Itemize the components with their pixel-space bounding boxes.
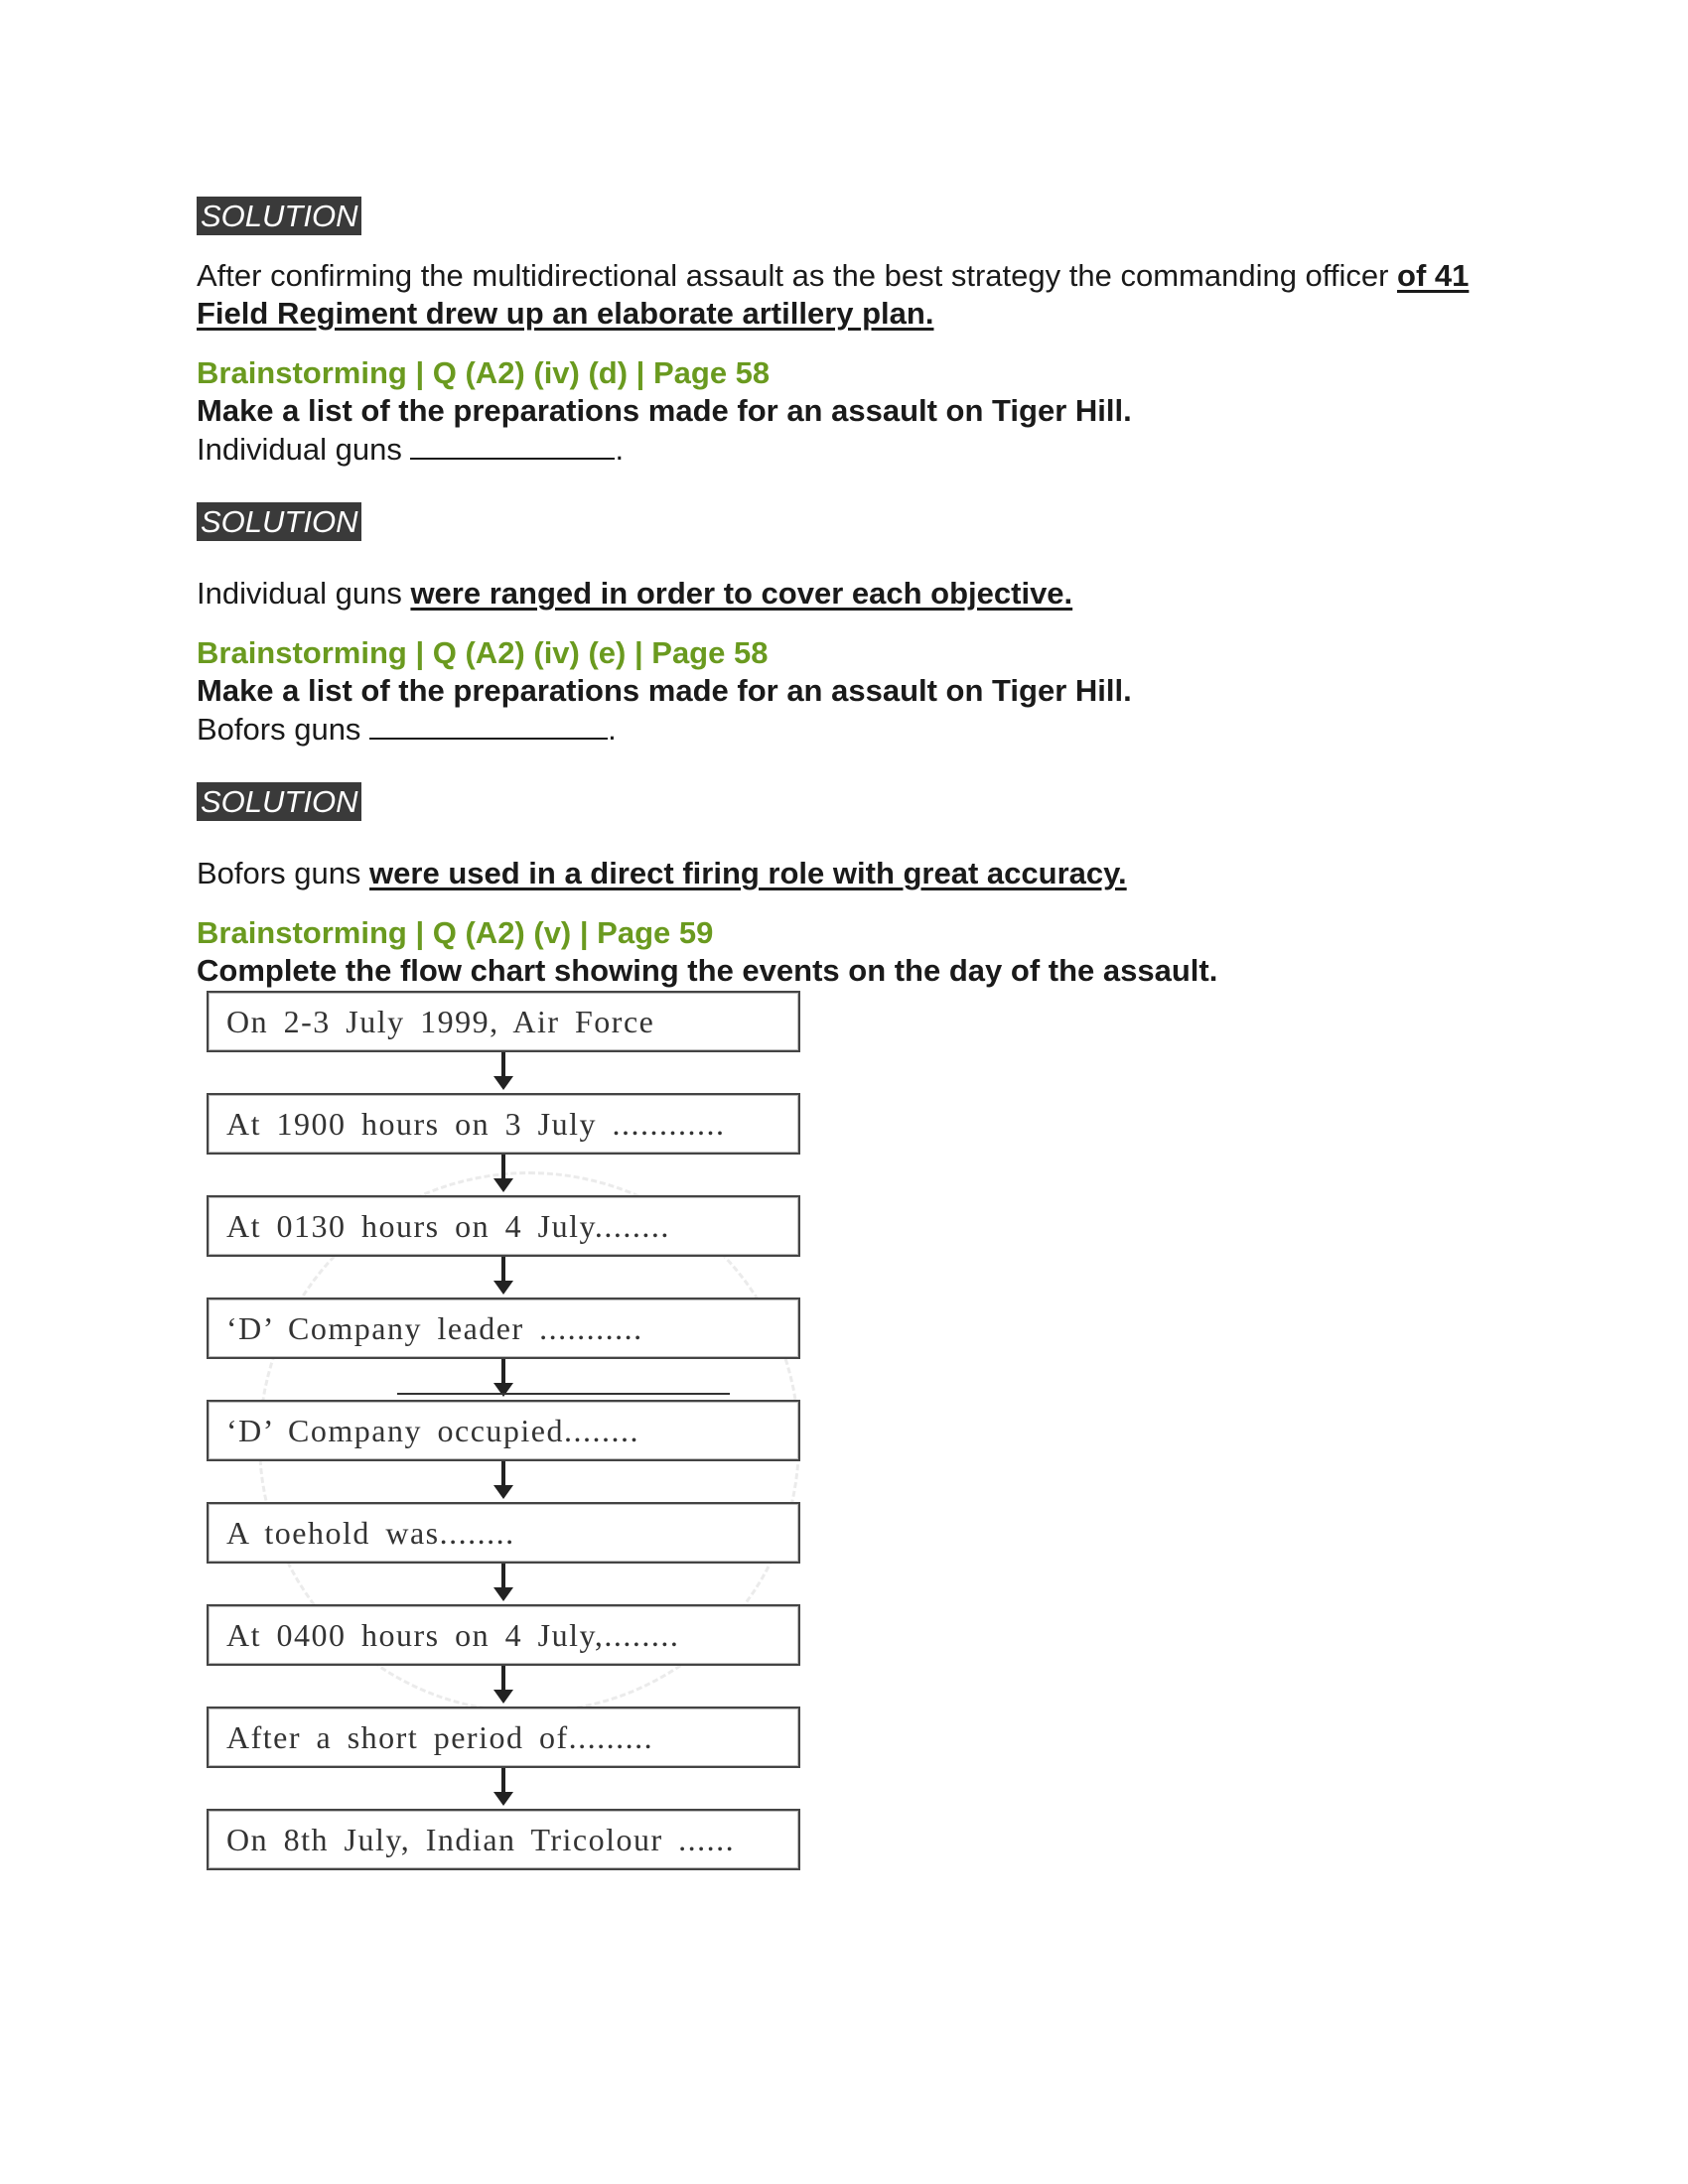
flow-box bbox=[207, 1809, 800, 1870]
prompt-end: . bbox=[615, 432, 625, 467]
flow-box bbox=[207, 1093, 800, 1155]
flow-box bbox=[207, 1604, 800, 1666]
flow-box-text: ‘D’ Company leader ........... bbox=[226, 1309, 643, 1346]
down-arrow-icon bbox=[207, 1155, 800, 1195]
flow-box bbox=[207, 1502, 800, 1564]
down-arrow-icon bbox=[207, 1461, 800, 1502]
solution-answer: were used in a direct firing role with great accuracy. bbox=[369, 856, 1127, 890]
solution-label: SOLUTION bbox=[197, 782, 361, 821]
down-arrow-icon bbox=[207, 1257, 800, 1297]
solution-text bbox=[197, 575, 1487, 613]
question-prompt bbox=[197, 710, 1487, 749]
divider-line bbox=[397, 1393, 730, 1395]
flow-chart bbox=[207, 991, 804, 1870]
solution-label: SOLUTION bbox=[197, 502, 361, 541]
flow-box-text: A toehold was........ bbox=[226, 1514, 515, 1551]
flow-box-text: ‘D’ Company occupied........ bbox=[226, 1412, 639, 1448]
solution-text-plain: Bofors guns bbox=[197, 856, 370, 890]
question-text: Make a list of the preparations made for an assault on Tiger Hill. bbox=[197, 393, 1132, 428]
question-heading: Brainstorming | Q (A2) (v) | Page 59 bbox=[197, 915, 714, 950]
question-prompt bbox=[197, 430, 1487, 469]
down-arrow-icon bbox=[207, 1564, 800, 1604]
question-text: Make a list of the preparations made for an assault on Tiger Hill. bbox=[197, 673, 1132, 708]
flow-box bbox=[207, 1297, 800, 1359]
question-heading: Brainstorming | Q (A2) (iv) (d) | Page 58 bbox=[197, 355, 771, 390]
flow-box bbox=[207, 1400, 800, 1461]
solution-text-plain: Individual guns bbox=[197, 576, 411, 611]
prompt-text: Individual guns bbox=[197, 432, 402, 467]
down-arrow-icon bbox=[207, 1052, 800, 1093]
prompt-end: . bbox=[608, 712, 617, 747]
question-heading: Brainstorming | Q (A2) (iv) (e) | Page 58 bbox=[197, 635, 769, 670]
solution-text bbox=[197, 855, 1487, 892]
question-text: Complete the flow chart showing the events on the day of the assault. bbox=[197, 953, 1218, 988]
document-page bbox=[197, 197, 1487, 990]
solution-text bbox=[197, 257, 1487, 333]
flow-box bbox=[207, 1195, 800, 1257]
down-arrow-icon bbox=[207, 1768, 800, 1809]
flow-box-text: At 1900 hours on 3 July ............ bbox=[226, 1105, 726, 1142]
flow-box bbox=[207, 1706, 800, 1768]
flow-box-text: At 0130 hours on 4 July........ bbox=[226, 1207, 670, 1244]
flow-box-text: At 0400 hours on 4 July,........ bbox=[226, 1616, 680, 1653]
answer-blank bbox=[369, 710, 608, 740]
answer-blank bbox=[410, 430, 615, 460]
down-arrow-icon bbox=[207, 1666, 800, 1706]
solution-answer: of 41 Field Regiment drew up an elaborate artillery plan. bbox=[197, 258, 1470, 331]
flow-box-text: On 2-3 July 1999, Air Force bbox=[226, 1003, 655, 1039]
solution-label: SOLUTION bbox=[197, 197, 361, 235]
flow-box bbox=[207, 991, 800, 1052]
solution-answer: were ranged in order to cover each objective. bbox=[410, 576, 1073, 611]
flow-box-text: After a short period of......... bbox=[226, 1718, 654, 1755]
flow-box-text: On 8th July, Indian Tricolour ...... bbox=[226, 1821, 736, 1857]
prompt-text: Bofors guns bbox=[197, 712, 361, 747]
solution-text-plain: After confirming the multidirectional assault as the best strategy the commanding officer bbox=[197, 258, 1398, 293]
